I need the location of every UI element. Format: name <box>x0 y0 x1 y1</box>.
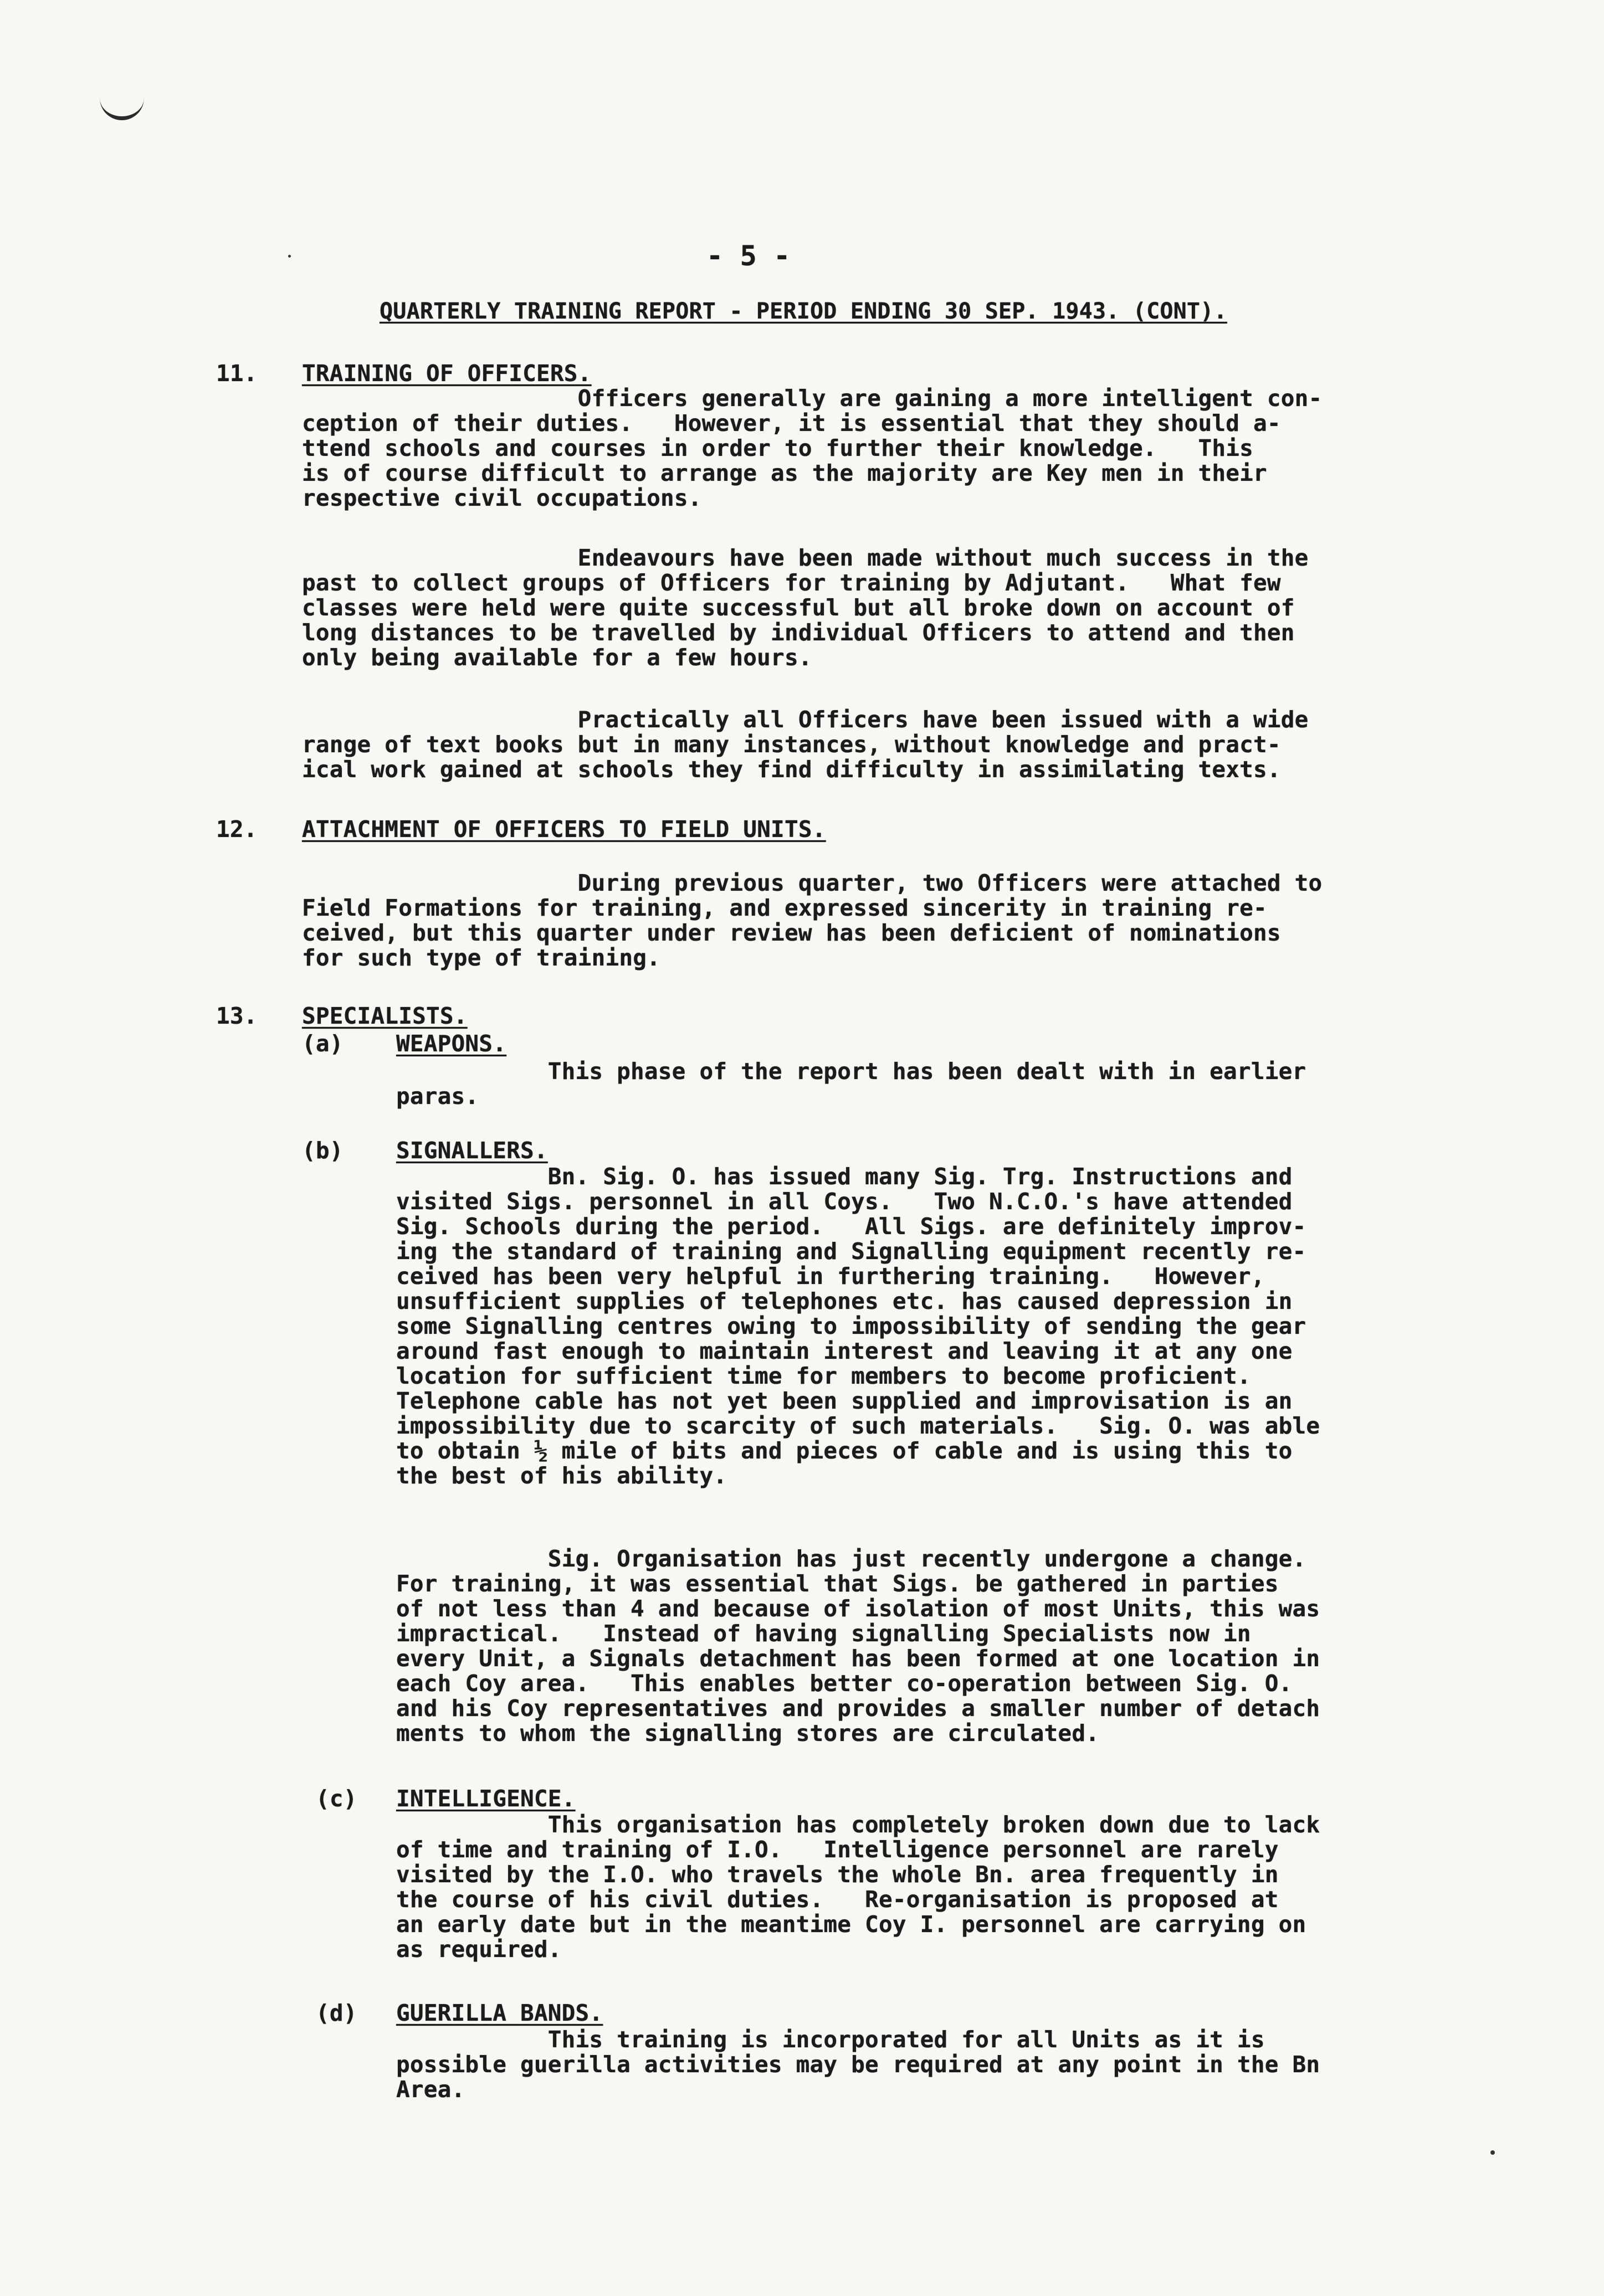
section-12-title: ATTACHMENT OF OFFICERS TO FIELD UNITS. <box>302 816 826 843</box>
section-11-paragraph: Officers generally are gaining a more intelligent con- ception of their duties. However, it is essential that they should a- ttend schools and courses in order to further their knowledge. This is of course difficult to arrange as the majority are Key men in their respective civil occupations. <box>302 385 1323 511</box>
subsection-b-paragraph: Sig. Organisation has just recently undergone a change. For training, it was essential that Sigs. be gathered in parties of not less than 4 and because of isolation of most Units, this was impractical. Instead of having signalling Specialists now in every Unit, a Signals detachment has been formed at one location in each Coy area. This enables better co-operation between Sig. O. and his Coy representatives and provides a smaller number of detach ments to whom the signalling stores are circulated. <box>396 1545 1320 1747</box>
section-13-number: 13. <box>216 1003 258 1029</box>
section-13-title: SPECIALISTS. <box>302 1003 468 1029</box>
subsection-d-title: GUERILLA BANDS. <box>396 2000 603 2026</box>
report-header: QUARTERLY TRAINING REPORT - PERIOD ENDING 30 SEP. 1943. (CONT). <box>380 299 1227 324</box>
subsection-a-label: (a) <box>302 1030 344 1057</box>
subsection-b-paragraph: Bn. Sig. O. has issued many Sig. Trg. Instructions and visited Sigs. personnel in all Coys. Two N.C.O.'s have attended Sig. Schools during the period. All Sigs. are definitely improv- ing the standard of training and Signalling equipment recently re- ceived has been very helpful in furthering training. However, unsufficient supplies of telephones etc. has caused depression in some Signalling centres owing to impossibility of sending the gear around fast enough to maintain interest and leaving it at any one location for sufficient time for members to become proficient. Telephone cable has not yet been supplied and improvisation is an impossibility due to scarcity of such materials. Sig. O. was able to obtain ½ mile of bits and pieces of cable and is using this to the best of his ability. <box>396 1163 1320 1489</box>
subsection-a-paragraph: This phase of the report has been dealt with in earlier paras. <box>396 1058 1306 1110</box>
page-number: - 5 - <box>706 240 791 272</box>
ink-speck <box>288 255 291 258</box>
section-12-number: 12. <box>216 816 258 843</box>
section-11-paragraph: Endeavours have been made without much success in the past to collect groups of Officers for training by Adjutant. What few classes were held were quite successful but all broke down on account of long distances to be travelled by individual Officers to attend and then only being available for a few hours. <box>302 545 1309 671</box>
subsection-a-title: WEAPONS. <box>396 1030 507 1057</box>
section-12-paragraph: During previous quarter, two Officers were attached to Field Formations for training, and expressed sincerity in training re- ceived, but this quarter under review has been deficient of nominations for such type of training. <box>302 870 1323 971</box>
ink-speck <box>1490 2150 1495 2155</box>
subsection-b-title: SIGNALLERS. <box>396 1137 548 1164</box>
subsection-b-label: (b) <box>302 1137 344 1164</box>
subsection-c-label: (c) <box>316 1785 357 1812</box>
section-11-number: 11. <box>216 360 258 387</box>
punch-hole-mark <box>100 83 144 120</box>
subsection-c-paragraph: This organisation has completely broken down due to lack of time and training of I.O. Intelligence personnel are rarely visited by the I.O. who travels the whole Bn. area frequently in the course of his civil duties. Re-organisation is proposed at an early date but in the meantime Coy I. personnel are carrying on as required. <box>396 1811 1320 1963</box>
subsection-d-paragraph: This training is incorporated for all Units as it is possible guerilla activities may be required at any point in the Bn Area. <box>396 2026 1320 2103</box>
subsection-d-label: (d) <box>316 2000 357 2026</box>
subsection-c-title: INTELLIGENCE. <box>396 1785 576 1812</box>
section-11-paragraph: Practically all Officers have been issued with a wide range of text books but in many instances, without knowledge and pract- ical work gained at schools they find difficulty in assimilating texts. <box>302 706 1309 783</box>
section-11-title: TRAINING OF OFFICERS. <box>302 360 592 387</box>
